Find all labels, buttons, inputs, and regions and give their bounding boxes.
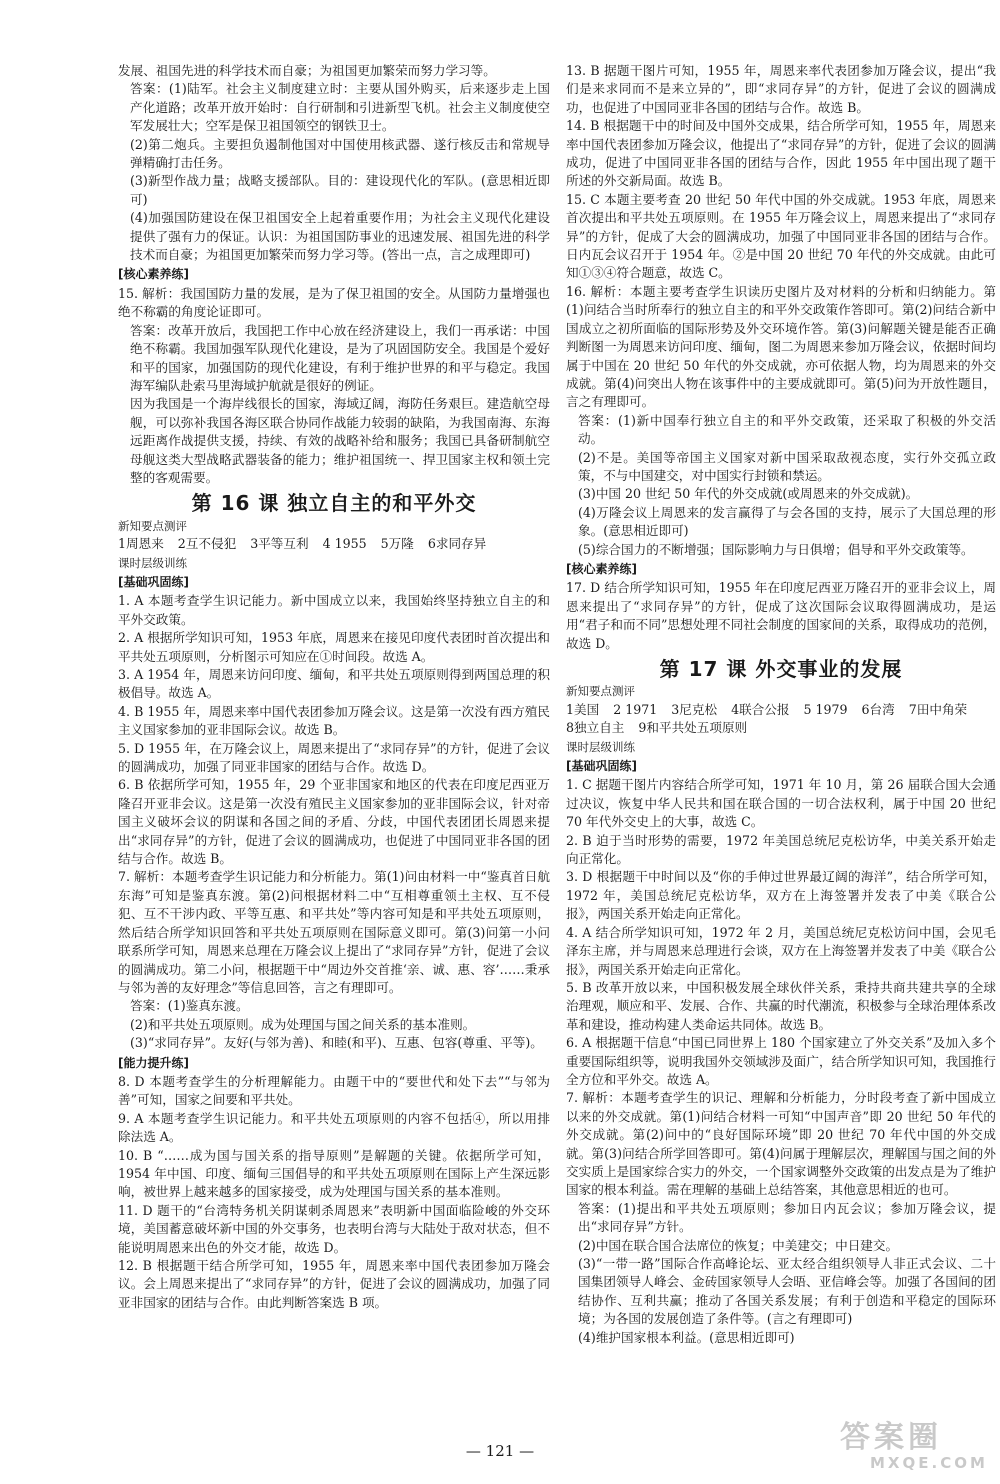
answer-item: 15. C 本题主要考查 20 世纪 50 年代中国的外交成就。1953 年底，周恩来首次提出和平共处五项原则。在 1955 年万隆会议上，周恩来提出了“求同存异”的方针，促成了大会的圆满成功，加强了中国同亚非各国的团结与合作。日内瓦会议召开于 1954 年。②是中国 20 世纪 70 年代的外交成就。由此可知①③④符合题意，故选 C。 [566, 191, 996, 281]
page-number: — 121 — [465, 1442, 535, 1460]
answer-item: 2. B 迫于当时形势的需要，1972 年美国总统尼克松访华，中美关系开始走向正常化。 [566, 832, 996, 867]
lesson-16-training: 课时层级训练 [118, 555, 187, 570]
answer-item: (3)“一带一路”国际合作高峰论坛、亚太经合组织领导人非正式会议、二十国集团领导人峰会、金砖国家领导人会晤、亚信峰会等。加强了各国间的团结协作、互利共赢；推动了各国关系发展；有利于创造和平稳定的国际环境；为各国的发展创造了条件等。(言之有理即可) [578, 1256, 996, 1327]
answer-item: (3)“求同存异”。友好(与邻为善)、和睦(和平)、互惠、包容(尊重、平等)。 [130, 1035, 543, 1051]
answer-item: 7. 解析：本题考查学生的识记、理解和分析能力，分时段考查了新中国成立以来的外交成就。第(1)问结合材料一可知“中国声音”即 20 世纪 50 年代的外交成就。第(2)问中的“良好国际环境”即 20 世纪 70 年代中国的外交成就。第(3)问结合所学回答即可。第(4)问属于理解层次，理解国与国之间的外交实质上是国家综合实力的外交，一个国家调整外交政策的出发点是为了维护国家的根本利益。需在理解的基础上总结答案，其他意思相近的也可。 [566, 1090, 996, 1198]
keyword: 3平等互利 [250, 536, 309, 552]
lesson-16-keywords [118, 535, 550, 553]
answer-item: 16. 解析：本题主要考查学生识读历史图片及对材料的分析和归纳能力。第(1)问结合当时所奉行的独立自主的和平外交政策作答即可。第(2)问结合新中国成立之初所面临的国际形势及外交环境作答。第(3)问解题关键是能否正确判断图一为周恩来访问印度、缅甸，图二为周恩来参加万隆会议，依据时间均属于中国在 20 世纪 50 年代的外交成就，亦可依据人物，均为周恩来的外交成就。第(4)问突出人物在该事件中的主要成就即可。第(5)问为开放性题目，言之有理即可。 [566, 283, 996, 410]
answer-item: 10. B “……成为国与国关系的指导原则”是解题的关键。依据所学可知，1954 年中国、印度、缅甸三国倡导的和平共处五项原则在国际上产生深远影响，被世界上越来越多的国家接受，成为处理国与国关系的基本准则。 [118, 1147, 550, 1200]
keyword: 1美国 [566, 701, 600, 717]
lesson-17-new-knowledge: 新知要点测评 [566, 684, 635, 699]
lesson-17-keywords [566, 701, 996, 738]
ability-heading: [能力提升练] [118, 1055, 189, 1070]
answer-item: 7. 解析：本题考查学生识记能力和分析能力。第(1)问由材料一中“鉴真首日航东海”可知是鉴真东渡。第(2)问根据材料二中“互相尊重领土主权、互不侵犯、互不干涉内政、平等互惠、和平共处”等内容可知是和平共处五项原则，然后结合所学知识回答和平共处五项原则在国际意义即可。第(3)问第一小问联系所学可知，周恩来总理在万隆会议上提出了“求同存异”方针，促进了会议的圆满成功。第二小问，根据题干中“周边外交首推‘亲、诚、惠、容’……秉承与邻为善的友好理念”等信息回答，言之有理即可。 [118, 869, 550, 995]
lesson-17-training: 课时层级训练 [566, 739, 635, 754]
q15-answer: 答案：改革开放后，我国把工作中心放在经济建设上，我们一再承诺：中国绝不称霸。我国加强军队现代化建设，是为了巩固国防安全。我国是个爱好和平的国家，加强国防的现代化建设，有利于维护世界的和平与稳定。我国海军编队赴索马里海域护航就是很好的例证。 [130, 322, 550, 393]
left-column [118, 62, 550, 1312]
lesson-17-title: 第 17 课 外交事业的发展 [659, 657, 903, 681]
answer-item: (4)维护国家根本利益。(意思相近即可) [578, 1329, 795, 1345]
keyword: 9和平共处五项原则 [638, 720, 748, 736]
answer-item: 4. A 结合所学知识可知，1972 年 2 月，美国总统尼克松访问中国，会见毛泽东主席，并与周恩来总理进行会谈，双方在上海签署并发表了中美《联合公报》，两国关系开始走向正常化。 [566, 924, 996, 977]
answer-item: 5. B 改革开放以来，中国积极发展全球伙伴关系，秉持共商共建共享的全球治理观，顺应和平、发展、合作、共赢的时代潮流，积极参与全球治理体系改革和建设，推动构建人类命运共同体。故选 B。 [566, 979, 996, 1032]
answer-item: 8. D 本题考查学生的分析理解能力。由题干中的“要世代和处下去”“与邻为善”可知，国家之间要和平共处。 [118, 1073, 550, 1108]
answer-item: 9. A 本题考查学生识记能力。和平共处五项原则的内容不包括④，所以用排除法选 A。 [118, 1110, 550, 1145]
answer-item: 4. B 1955 年，周恩来率中国代表团参加万隆会议。这是第一次没有西方殖民主义国家参加的亚非国际会议。故选 B。 [118, 703, 550, 738]
keyword: 8独立自主 [566, 720, 625, 736]
answer-item: (3)中国 20 世纪 50 年代的外交成就(或周恩来的外交成就)。 [578, 486, 919, 502]
lesson-16-new-knowledge: 新知要点测评 [118, 518, 187, 533]
keyword: 6求同存异 [427, 536, 487, 552]
answer-item: 14. B 根据题干中的时间及中国外交成果，结合所学可知，1955 年，周恩来率中国代表团参加万隆会议，他提出了“求同存异”的方针，促进了会议的圆满成功，促进了中国同亚非各国的团结与合作，因此 1955 年中国出现了题干所述的外交新局面。故选 B。 [566, 118, 996, 189]
intro-answer-1: 答案：(1)陆军。社会主义制度建立时：主要从国外购买，后来逐步走上国产化道路；改革开放开始时：自行研制和引进新型飞机。社会主义制度使空军发展壮大；空军是保卫祖国领空的钢铁卫士。 [130, 81, 550, 134]
answer-item: 12. B 根据题干结合所学可知，1955 年，周恩来率中国代表团参加万隆会议。会上周恩来提出了“求同存异”的方针，促进了会议的圆满成功，加强了同亚非国家的团结与合作。由此判断答案选 B 项。 [118, 1258, 550, 1310]
answer-item: (5)综合国力的不断增强；国际影响力与日俱增；倡导和平外交政策等。 [578, 541, 974, 557]
lesson-16-title: 第 16 课 独立自主的和平外交 [191, 491, 477, 516]
watermark-url: MXQE.COM [870, 1454, 988, 1472]
intro-answer-2: (2)第二炮兵。主要担负遏制他国对中国使用核武器、遂行核反击和常规导弹精确打击任务。 [130, 136, 550, 171]
keyword: 5万隆 [380, 536, 414, 552]
basic-heading: [基础巩固练] [566, 759, 637, 774]
answer-item: 6. B 依据所学可知，1955 年，29 个亚非国家和地区的代表在印度尼西亚万隆召开亚非会议。这是第一次没有殖民主义国家参加的亚非国际会议，针对帝国主义破坏会议的阴谋和各国之间的矛盾、分歧，中国代表团团长周恩来提出“求同存异”的方针，促进了会议的圆满成功，也促进了中国同亚非各国的团结与合作。故选 B。 [118, 777, 550, 867]
watermark-logo [840, 1422, 990, 1478]
answer-item: (2)和平共处五项原则。成为处理国与国之间关系的基本准则。 [130, 1016, 476, 1032]
answer-item: 3. A 1954 年，周恩来访问印度、缅甸，和平共处五项原则得到两国总理的积极倡导。故选 A。 [118, 667, 550, 701]
q15-analysis: 15. 解析：我国国防力量的发展，是为了保卫祖国的安全。从国防力量增强也绝不称霸的角度论证即可。 [118, 285, 550, 320]
intro-answer-4: (4)加强国防建设在保卫祖国安全上起着重要作用；为社会主义现代化建设提供了强有力的保证。认识：为祖国国防事业的迅速发展、祖国先进的科学技术而自豪；为祖国更加繁荣而努力学习等。(答出一点，言之成理即可) [130, 210, 550, 263]
answer-item: (4)万隆会议上周恩来的发言赢得了与会各国的支持，展示了大国总理的形象。(意思相近即可) [578, 504, 996, 539]
keyword: 4 1955 [322, 536, 367, 552]
watermark-text: 答案圈 [840, 1420, 942, 1455]
keyword: 4联合公报 [731, 701, 790, 717]
keyword: 7田中角荣 [908, 701, 968, 717]
core-literacy-heading: [核心素养练] [566, 561, 637, 576]
keyword: 5 1979 [803, 701, 848, 717]
intro-answer-3: (3)新型作战力量；战略支援部队。目的：建设现代化的军队。(意思相近即可) [130, 173, 550, 207]
answer-item: 1. C 据题干图片内容结合所学可知，1971 年 10 月，第 26 届联合国大会通过决议，恢复中华人民共和国在联合国的一切合法权利，属于中国 20 世纪 70 年代外交史上的大事，故选 C。 [566, 777, 996, 830]
answer-item: 13. B 据题干图片可知，1955 年，周恩来率代表团参加万隆会议，提出“我们是来求同而不是来立异的”，即“求同存异”的方针，促进了会议的圆满成功，也促进了中国同亚非各国的团结与合作。故选 B。 [566, 63, 996, 115]
answer-item: (2)不是。美国等帝国主义国家对新中国采取敌视态度，实行外交孤立政策，不与中国建交，对中国实行封锁和禁运。 [578, 449, 996, 483]
answer-item: (2)中国在联合国合法席位的恢复；中美建交；中日建交。 [578, 1237, 899, 1253]
keyword: 3尼克松 [671, 701, 718, 717]
answer-item: 答案：(1)新中国奉行独立自主的和平外交政策，还采取了积极的外交活动。 [578, 412, 996, 447]
keyword: 2互不侵犯 [177, 536, 237, 552]
answer-item: 答案：(1)鉴真东渡。 [130, 998, 249, 1014]
answer-item: 2. A 根据所学知识可知，1953 年底，周恩来在接见印度代表团时首次提出和平共处五项原则，分析图示可知应在①时间段。故选 A。 [118, 630, 550, 664]
basic-heading: [基础巩固练] [118, 574, 189, 589]
answer-item: 6. A 根据题干信息“中国已同世界上 180 个国家建立了外交关系”及加入多个重要国际组织等，说明我国外交领域涉及面广，结合所学知识可知，我国推行全方位和平外交。故选 A。 [566, 1035, 996, 1087]
answer-item: 3. D 根据题干中时间以及“你的手伸过世界最辽阔的海洋”，结合所学可知，1972 年，美国总统尼克松访华，双方在上海签署并发表了中美《联合公报》，两国关系开始走向正常化。 [566, 869, 996, 922]
keyword: 6台湾 [861, 701, 895, 717]
answer-item: 5. D 1955 年，在万隆会议上，周恩来提出了“求同存异”的方针，促进了会议的圆满成功，加强了同亚非国家的团结与合作。故选 D。 [118, 740, 550, 775]
answer-item: 答案：(1)提出和平共处五项原则；参加日内瓦会议；参加万隆会议，提出“求同存异”方针。 [578, 1200, 996, 1235]
q15-answer-continued: 因为我国是一个海岸线很长的国家，海域辽阔，海防任务艰巨。建造航空母舰，可以弥补我国各海区联合协同作战能力较弱的缺陷，为我国南海、东海远距离作战提供支援，持续、有效的战略补给和服务；我国已具备研制航空母舰这类大型战略武器装备的能力；维护祖国统一、捍卫国家主权和领土完整的客观需要。 [130, 396, 550, 485]
answer-item: 11. D 题干的“台湾特务机关阴谋刺杀周恩来”表明新中国面临险峻的外交环境，美国蓄意破坏新中国的外交事务，也表明台湾与大陆处于敌对状态，但不能说明周恩来出色的外交才能，故选 D。 [118, 1202, 550, 1255]
intro-continuation: 发展、祖国先进的科学技术而自豪；为祖国更加繁荣而努力学习等。 [118, 63, 496, 78]
keyword: 1周恩来 [118, 536, 164, 552]
q17-answer: 17. D 结合所学知识可知，1955 年在印度尼西亚万隆召开的亚非会议上，周恩来提出了“求同存异”的方针，促成了这次国际会议取得圆满成功，是运用“君子和而不同”思想处理不同社会制度的国家间的关系，取得成功的范例，故选 D。 [566, 580, 996, 651]
right-column [566, 62, 996, 1347]
answer-item: 1. A 本题考查学生识记能力。新中国成立以来，我国始终坚持独立自主的和平外交政策。 [118, 593, 550, 627]
keyword: 2 1971 [613, 701, 658, 717]
core-literacy-heading: [核心素养练] [118, 267, 189, 282]
